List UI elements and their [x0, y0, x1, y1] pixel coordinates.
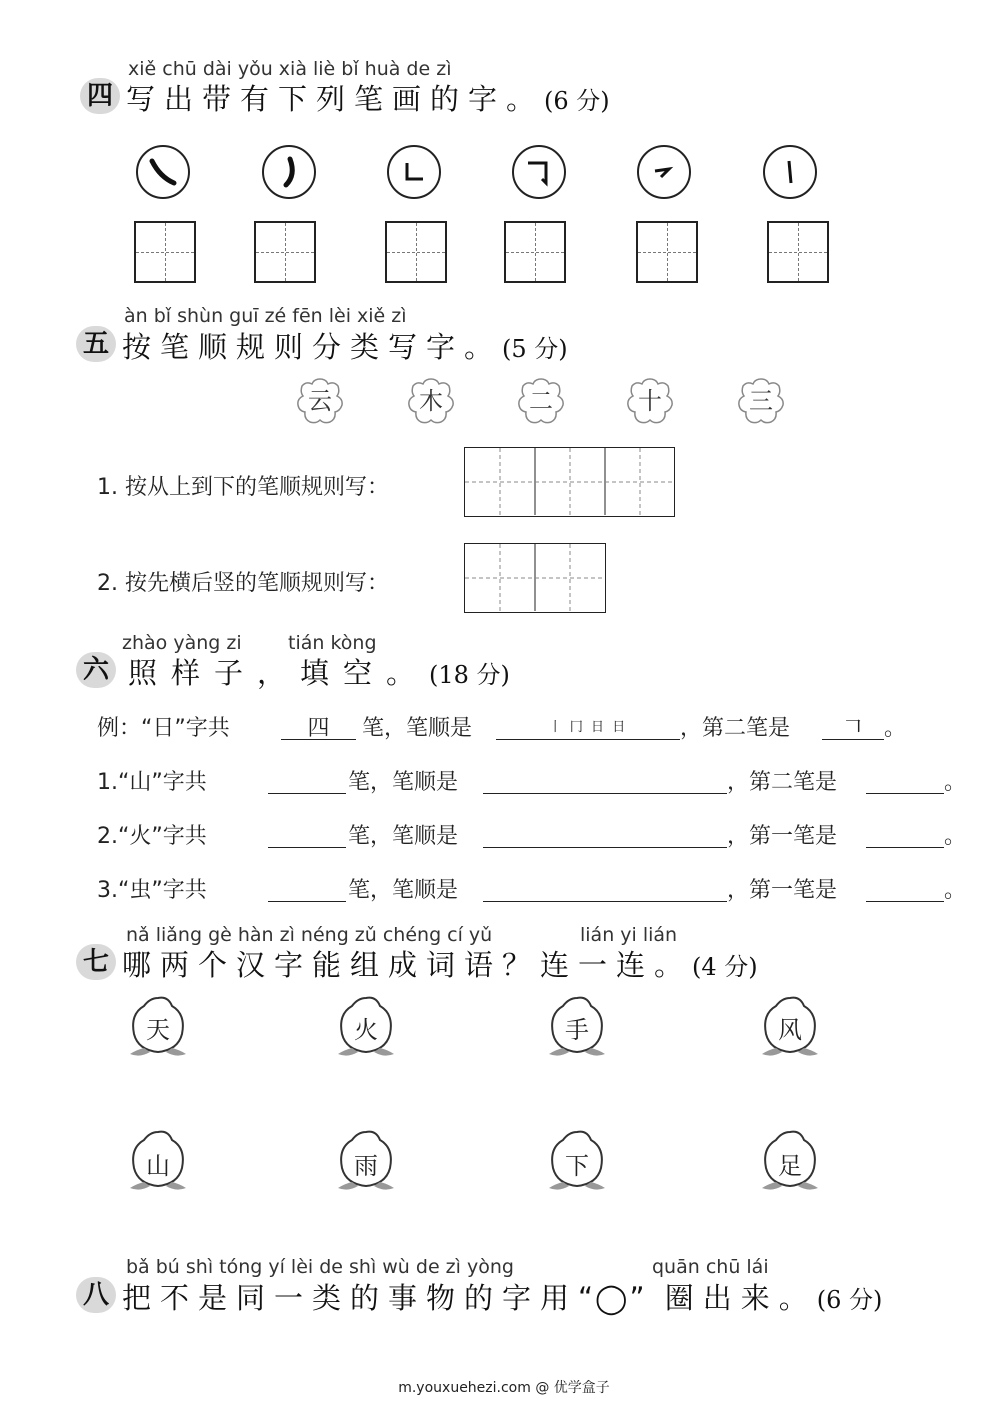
- sec7-pinyin-2: lián yi lián: [580, 924, 678, 946]
- sec8-pinyin-1: bǎ bú shì tóng yí lèi de shì wù de zì yòng: [126, 1256, 514, 1278]
- sec8-title-c: 圈出来。: [664, 1281, 817, 1315]
- sec6-item-1-count-blank[interactable]: [268, 793, 346, 794]
- sec6-item-3-stroke-blank[interactable]: [866, 901, 944, 902]
- sec6-example-order: 丨 冂 日 日: [548, 720, 628, 735]
- writing-box-5[interactable]: [636, 221, 698, 283]
- sec7-pinyin-1: nǎ liǎng gè hàn zì néng zǔ chéng cí yǔ: [126, 924, 493, 946]
- flower-char-1: [296, 377, 344, 425]
- sec6-item-1-p3: ，第二笔是: [727, 770, 838, 795]
- peach-top-1[interactable]: [128, 992, 198, 1062]
- sec4-number: 四: [80, 78, 120, 114]
- sec6-item-2-p4: 。: [944, 824, 967, 849]
- footer-source: m.youxuehezi.com @ 优学盒子: [398, 1380, 610, 1396]
- sec6-item-2-p2: 笔，笔顺是: [348, 824, 459, 849]
- peach-top-4-text: 风: [778, 1016, 802, 1044]
- sec6-item-1-p4: 。: [944, 770, 967, 795]
- peach-bottom-3-text: 下: [565, 1152, 589, 1180]
- sec4-title: [126, 77, 610, 118]
- sec8-score: (6 分): [816, 1286, 883, 1314]
- writing-box-6[interactable]: [767, 221, 829, 283]
- sec8-circle-symbol: “◯”: [578, 1281, 647, 1315]
- peach-bottom-2-text: 雨: [354, 1152, 378, 1180]
- sec8-number: 八: [76, 1277, 116, 1313]
- peach-bottom-4-text: 足: [778, 1152, 802, 1180]
- flower-char-5-text: 三: [749, 387, 773, 415]
- flower-char-1-text: 云: [308, 387, 332, 415]
- sec6-item-3-order-blank[interactable]: [483, 901, 727, 902]
- sec6-example-stroke: 𠃍: [841, 716, 864, 741]
- sec6-pinyin-1: zhào yàng zi: [122, 632, 242, 654]
- sec6-example-p4: 。: [884, 716, 907, 741]
- sec5-title: [122, 325, 568, 366]
- flower-char-4-text: 十: [638, 387, 662, 415]
- sec5-score: (5 分): [502, 335, 568, 363]
- peach-bottom-1-text: 山: [146, 1152, 170, 1180]
- sec6-item-2-p1: 2.“火”字共: [97, 824, 207, 849]
- sec5-question-1: 1. 按从上到下的笔顺规则写：: [97, 475, 389, 500]
- sec6-score: (18 分): [429, 661, 510, 689]
- sec6-title: [128, 651, 510, 692]
- sec6-example-p1: 例：“日”字共: [97, 716, 230, 741]
- peach-bottom-3[interactable]: [547, 1126, 617, 1196]
- sec6-number: 六: [76, 652, 116, 688]
- sec5-answer-grid-1[interactable]: [464, 447, 675, 517]
- flower-char-3-text: 二: [529, 387, 553, 415]
- sec6-example-count: 四: [307, 716, 330, 741]
- peach-bottom-2[interactable]: [336, 1126, 406, 1196]
- sec6-item-3-p2: 笔，笔顺是: [348, 878, 459, 903]
- sec5-answer-grid-2[interactable]: [464, 543, 606, 613]
- sec5-question-2: 2. 按先横后竖的笔顺规则写：: [97, 571, 389, 596]
- sec6-item-2-count-blank[interactable]: [268, 847, 346, 848]
- sec6-item-1-p2: 笔，笔顺是: [348, 770, 459, 795]
- sec6-item-3-p4: 。: [944, 878, 967, 903]
- sec6-item-1-stroke-blank[interactable]: [866, 793, 944, 794]
- peach-top-3-text: 手: [565, 1016, 589, 1044]
- sec5-pinyin: àn bǐ shùn guī zé fēn lèi xiě zì: [124, 305, 407, 327]
- stroke-hengpie-icon: [637, 145, 691, 199]
- sec6-example-order-blank: [496, 739, 680, 740]
- flower-char-4: [626, 377, 674, 425]
- sec6-item-3-count-blank[interactable]: [268, 901, 346, 902]
- peach-bottom-4[interactable]: [760, 1126, 830, 1196]
- sec6-pinyin-2: tián kòng: [288, 632, 377, 654]
- sec7-title: [122, 943, 758, 984]
- sec4-pinyin: xiě chū dài yǒu xià liè bǐ huà de zì: [128, 58, 452, 80]
- writing-box-1[interactable]: [134, 221, 196, 283]
- sec6-item-2-order-blank[interactable]: [483, 847, 727, 848]
- sec6-title-text: 照样子，填空。: [128, 656, 430, 690]
- peach-top-3[interactable]: [547, 992, 617, 1062]
- sec6-item-1-p1: 1.“山”字共: [97, 770, 207, 795]
- flower-char-3: [517, 377, 565, 425]
- peach-bottom-1[interactable]: [128, 1126, 198, 1196]
- sec6-example-p3: ，第二笔是: [680, 716, 791, 741]
- peach-top-1-text: 天: [146, 1016, 170, 1044]
- stroke-hengzhegou-icon: [512, 145, 566, 199]
- sec8-title-a: 把不是同一类的事物的字用: [122, 1281, 579, 1315]
- sec7-score: (4 分): [692, 953, 758, 981]
- peach-top-4[interactable]: [760, 992, 830, 1062]
- peach-top-2-text: 火: [354, 1016, 378, 1044]
- sec8-title: [122, 1276, 882, 1317]
- flower-char-2: [407, 377, 455, 425]
- sec6-item-2-p3: ，第一笔是: [727, 824, 838, 849]
- flower-char-2-text: 木: [419, 387, 443, 415]
- stroke-shu-icon: [763, 145, 817, 199]
- sec6-item-3-p3: ，第一笔是: [727, 878, 838, 903]
- sec7-title-text: 哪两个汉字能组成词语？连一连。: [122, 948, 693, 982]
- sec6-item-3-p1: 3.“虫”字共: [97, 878, 207, 903]
- writing-box-4[interactable]: [504, 221, 566, 283]
- sec7-number: 七: [76, 944, 116, 980]
- sec4-score: (6 分): [544, 87, 610, 115]
- peach-top-2[interactable]: [336, 992, 406, 1062]
- sec8-pinyin-2: quān chū lái: [652, 1256, 769, 1278]
- writing-box-2[interactable]: [254, 221, 316, 283]
- sec6-example-p2: 笔，笔顺是: [362, 716, 473, 741]
- stroke-shuwan-icon: [387, 145, 441, 199]
- sec6-item-2-stroke-blank[interactable]: [866, 847, 944, 848]
- sec5-number: 五: [76, 326, 116, 362]
- sec6-item-1-order-blank[interactable]: [483, 793, 727, 794]
- stroke-wangou-icon: [262, 145, 316, 199]
- flower-char-5: [737, 377, 785, 425]
- sec5-title-text: 按笔顺规则分类写字。: [122, 330, 503, 364]
- stroke-na-icon: [136, 145, 190, 199]
- writing-box-3[interactable]: [385, 221, 447, 283]
- sec4-title-text: 写出带有下列笔画的字。: [126, 82, 545, 116]
